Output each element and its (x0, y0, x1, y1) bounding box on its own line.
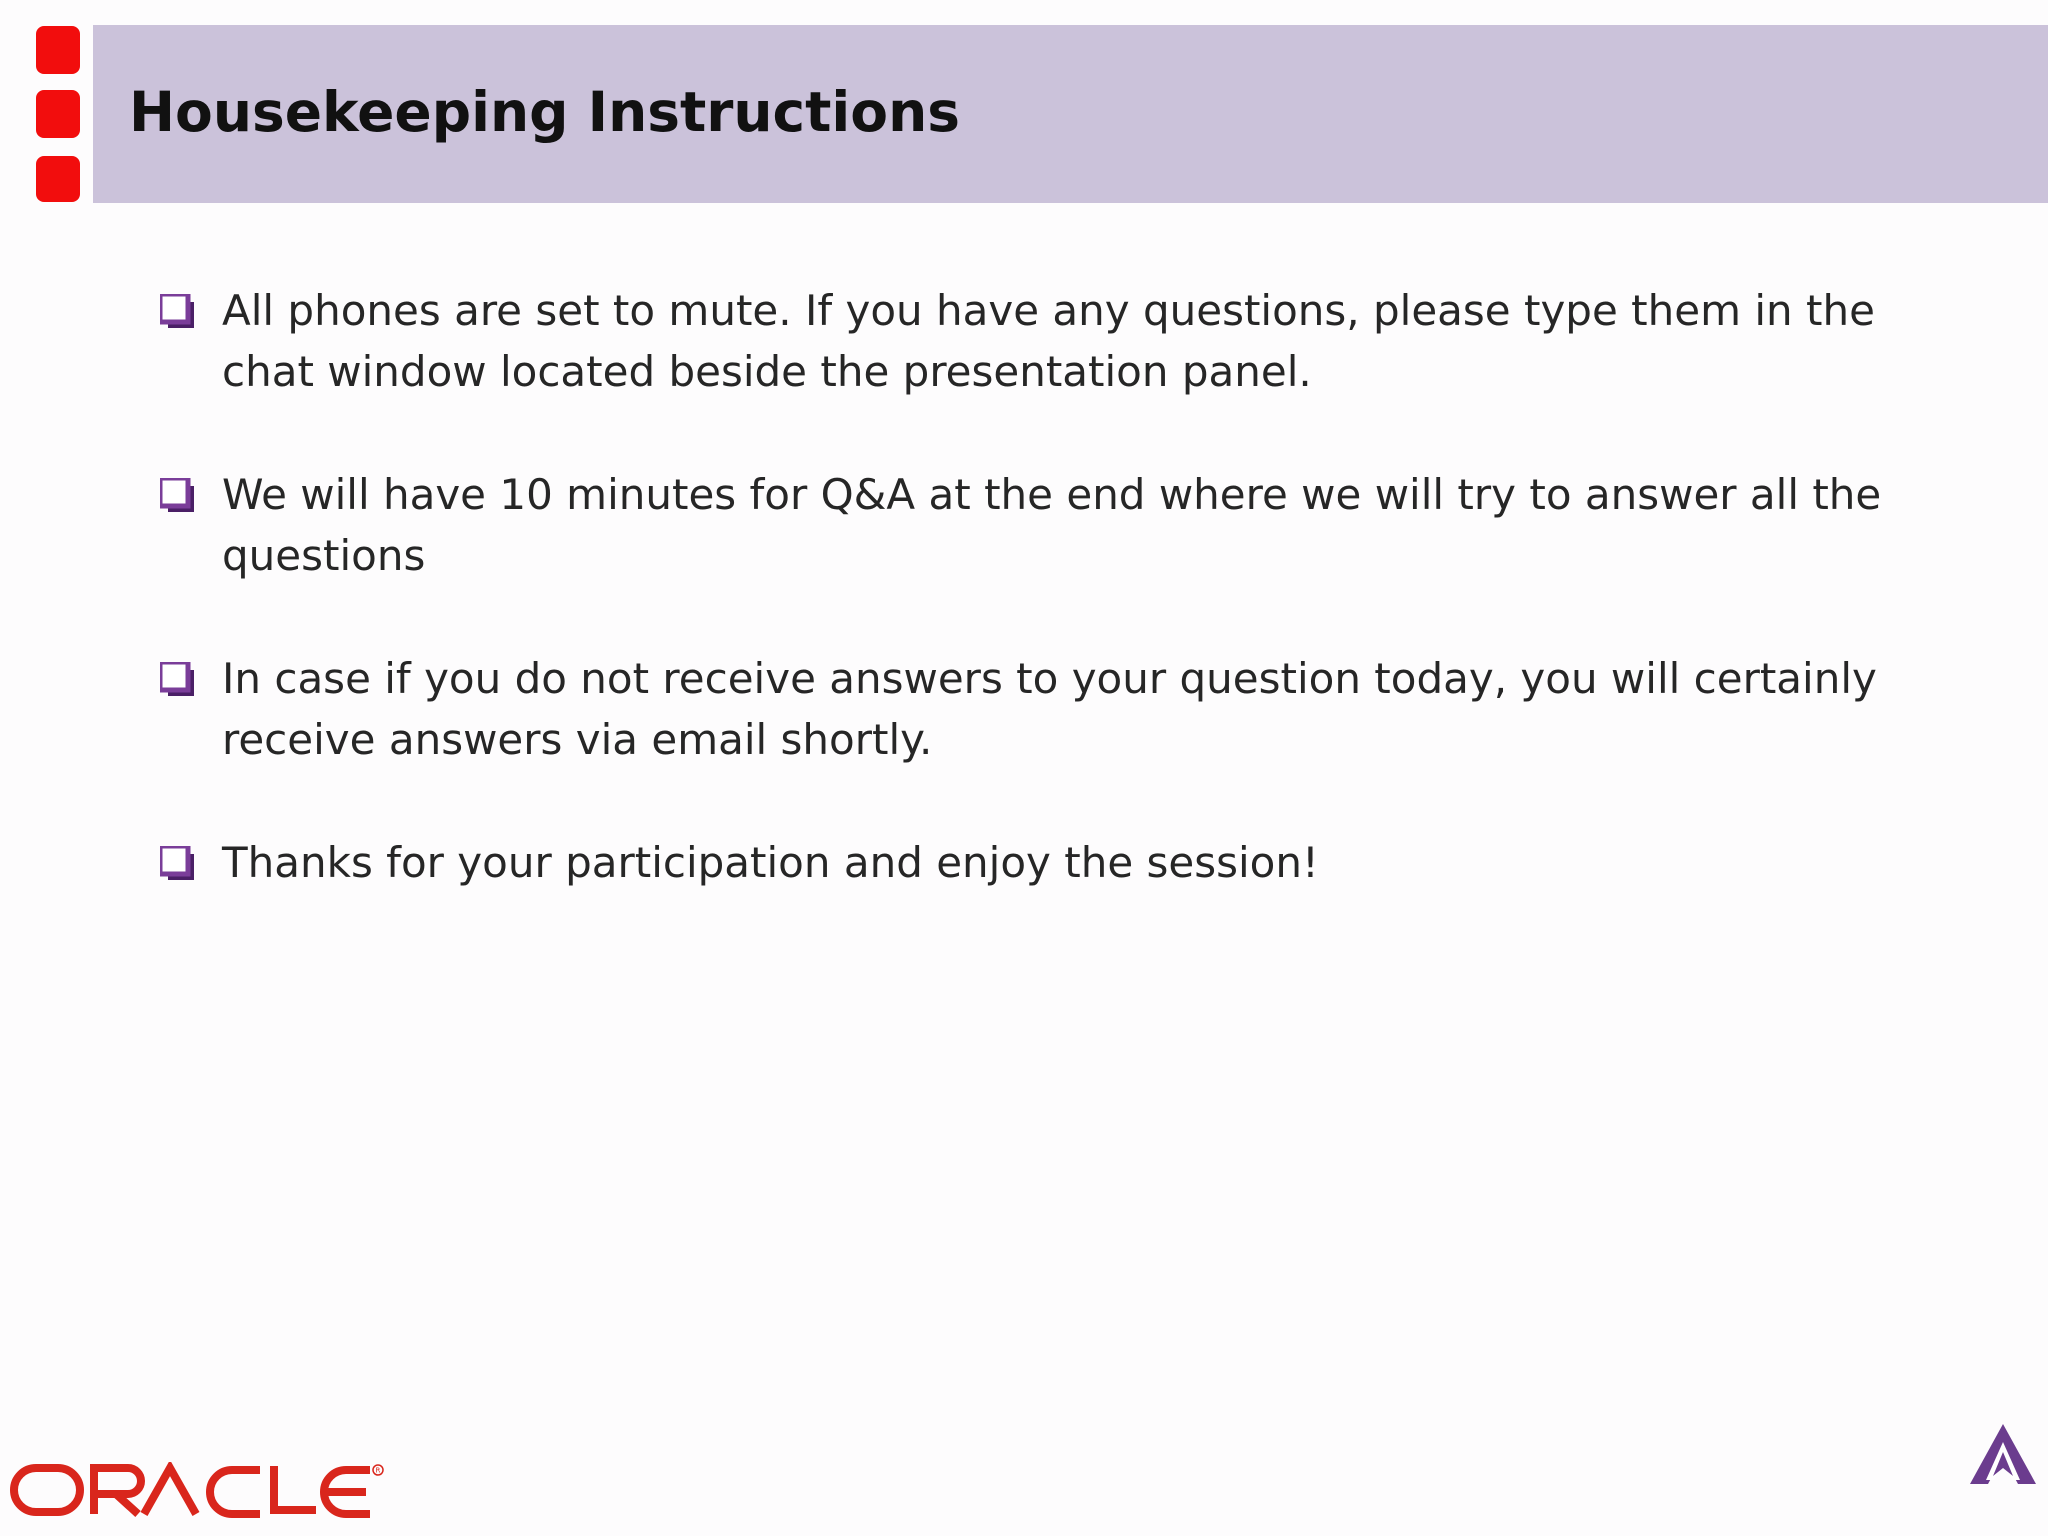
bullet-text: Thanks for your participation and enjoy the session! (222, 838, 1319, 887)
aspire-flame-icon (1968, 1422, 2038, 1486)
checkbox-square-icon (160, 294, 194, 328)
bullet-list (160, 280, 1920, 955)
bullet-item (160, 832, 1920, 893)
bullet-text: We will have 10 minutes for Q&A at the end where we will try to answer all the questions (222, 470, 1882, 580)
red-accent-block-middle (36, 90, 80, 138)
svg-text:R: R (375, 1466, 381, 1475)
oracle-logo (10, 1462, 385, 1518)
bullet-item (160, 648, 1920, 770)
slide-title: Housekeeping Instructions (129, 80, 960, 144)
bullet-text: In case if you do not receive answers to your question today, you will certainly receive answers via email shortly. (222, 654, 1877, 764)
red-accent-block-top (36, 26, 80, 74)
bullet-item (160, 280, 1920, 402)
checkbox-square-icon (160, 478, 194, 512)
checkbox-square-icon (160, 662, 194, 696)
aspire-systems-logo (1776, 1418, 2048, 1536)
bullet-text: All phones are set to mute. If you have any questions, please type them in the chat window located beside the presentation panel. (222, 286, 1875, 396)
bullet-item (160, 464, 1920, 586)
red-accent-block-bottom (36, 156, 80, 202)
checkbox-square-icon (160, 846, 194, 880)
